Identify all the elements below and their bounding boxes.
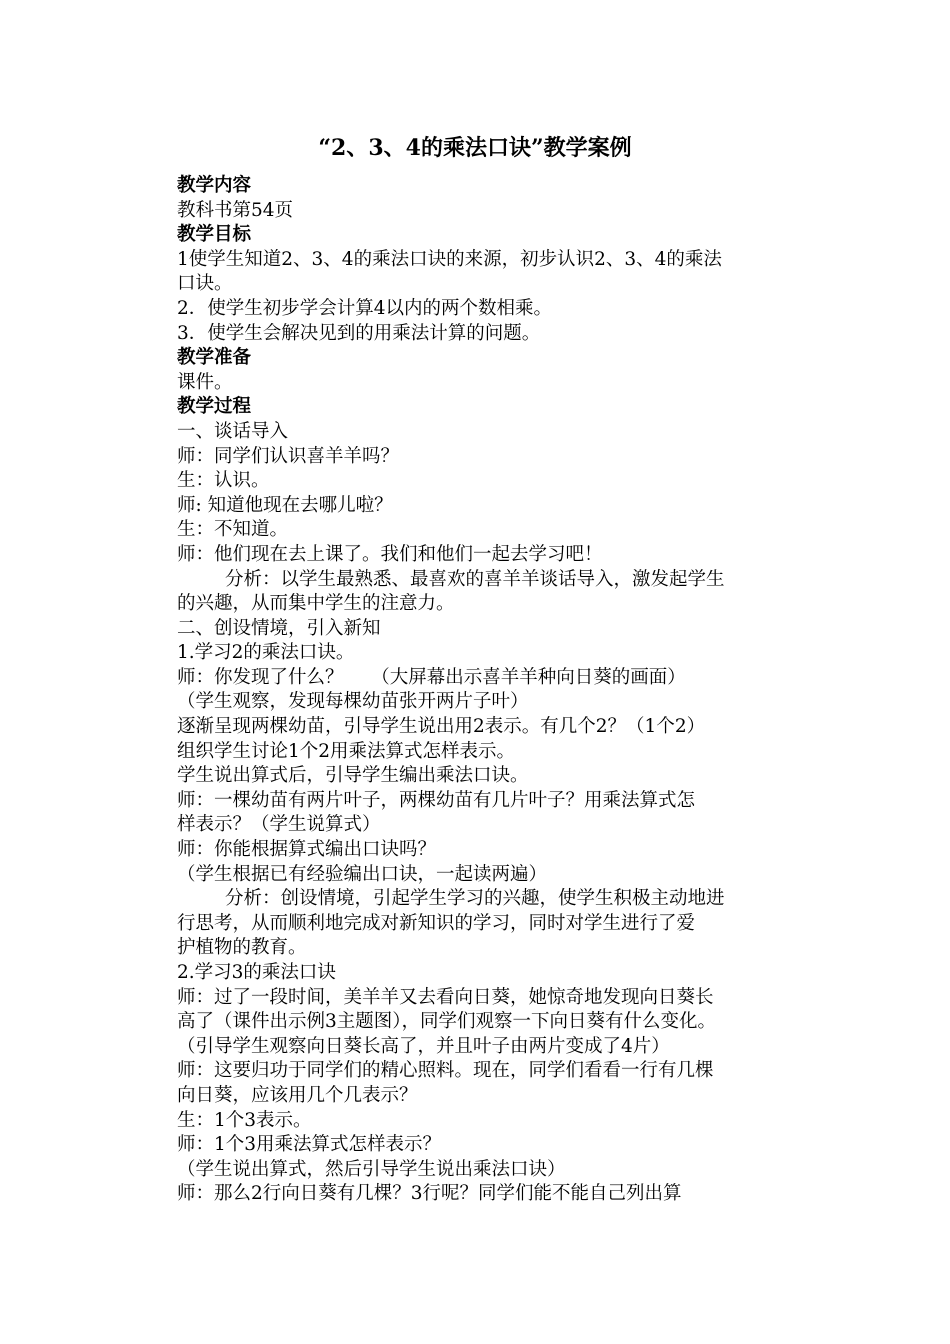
paragraph-line: 分析：以学生最熟悉、最喜欢的喜羊羊谈话导入，激发起学生 [225, 568, 725, 590]
paragraph-line: 向日葵，应该用几个几表示？ [177, 1084, 418, 1106]
paragraph-line: 生：不知道。 [177, 519, 289, 541]
paragraph-line: 课件。 [177, 371, 233, 393]
paragraph-line: 师：1个3用乘法算式怎样表示？ [177, 1134, 442, 1156]
paragraph-line: 护植物的教育。 [177, 937, 307, 959]
paragraph-line: 一、谈话导入 [177, 420, 289, 442]
paragraph-line: 师：他们现在去上课了。我们和他们一起去学习吧！ [177, 543, 603, 565]
section-heading: 教学过程 [177, 396, 252, 418]
paragraph-line: 行思考，从而顺利地完成对新知识的学习，同时对学生进行了爱 [177, 912, 696, 934]
paragraph-line: 逐渐呈现两棵幼苗，引导学生说出用2表示。有几个2？（1个2） [177, 716, 706, 738]
paragraph-line: 生：1个3表示。 [177, 1109, 312, 1131]
paragraph-line: （引导学生观察向日葵长高了，并且叶子由两片变成了4片） [177, 1035, 670, 1057]
section-heading: 教学目标 [177, 224, 252, 246]
paragraph-line: 1使学生知道2、3、4的乘法口诀的来源，初步认识2、3、4的乘法 [177, 248, 722, 270]
paragraph-line: 师：你能根据算式编出口诀吗？ [177, 839, 437, 861]
document-title: “2、3、4的乘法口诀”教学案例 [318, 135, 632, 161]
paragraph-line: 样表示？（学生说算式） [177, 814, 381, 836]
paragraph-line: （学生说出算式，然后引导学生说出乘法口诀） [177, 1158, 566, 1180]
paragraph-line: 口诀。 [177, 273, 233, 295]
section-heading: 教学准备 [177, 347, 252, 369]
paragraph-line: 学生说出算式后，引导学生编出乘法口诀。 [177, 765, 529, 787]
paragraph-line: （学生观察，发现每棵幼苗张开两片子叶） [177, 691, 529, 713]
paragraph-line: 师：过了一段时间，美羊羊又去看向日葵，她惊奇地发现向日葵长 [177, 986, 714, 1008]
section-heading: 教学内容 [177, 175, 252, 196]
paragraph-line: 1.学习2的乘法口诀。 [177, 642, 355, 664]
paragraph-line: 师：这要归功于同学们的精心照料。现在，同学们看看一行有几棵 [177, 1060, 714, 1082]
paragraph-line: 的兴趣，从而集中学生的注意力。 [177, 593, 455, 615]
paragraph-line: （学生根据已有经验编出口诀，一起读两遍） [177, 863, 548, 885]
paragraph-line: 高了（课件出示例3主题图），同学们观察一下向日葵有什么变化。 [177, 1011, 717, 1033]
paragraph-line: 二、创设情境，引入新知 [177, 617, 381, 639]
document-body [177, 174, 827, 1207]
paragraph-line: 师：那么2行向日葵有几棵？3行呢？同学们能不能自己列出算 [177, 1183, 682, 1205]
paragraph-line: 3．使学生会解决见到的用乘法计算的问题。 [177, 322, 541, 344]
paragraph-line: 师：同学们认识喜羊羊吗？ [177, 445, 400, 467]
paragraph-line: 教科书第54页 [177, 199, 294, 221]
paragraph-line: 分析：创设情境，引起学生学习的兴趣，使学生积极主动地进 [225, 888, 725, 910]
paragraph-line: 2．使学生初步学会计算4以内的两个数相乘。 [177, 297, 553, 319]
paragraph-line: 师: 知道他现在去哪儿啦？ [177, 494, 393, 516]
paragraph-line: 生：认识。 [177, 470, 270, 492]
paragraph-line: 2.学习3的乘法口诀 [177, 962, 336, 983]
paragraph-line: 师：一棵幼苗有两片叶子，两棵幼苗有几片叶子？用乘法算式怎 [177, 789, 696, 811]
paragraph-line: 组织学生讨论1个2用乘法算式怎样表示。 [177, 740, 516, 762]
paragraph-line: 师：你发现了什么？ （大屏幕出示喜羊羊种向日葵的画面） [177, 666, 686, 688]
